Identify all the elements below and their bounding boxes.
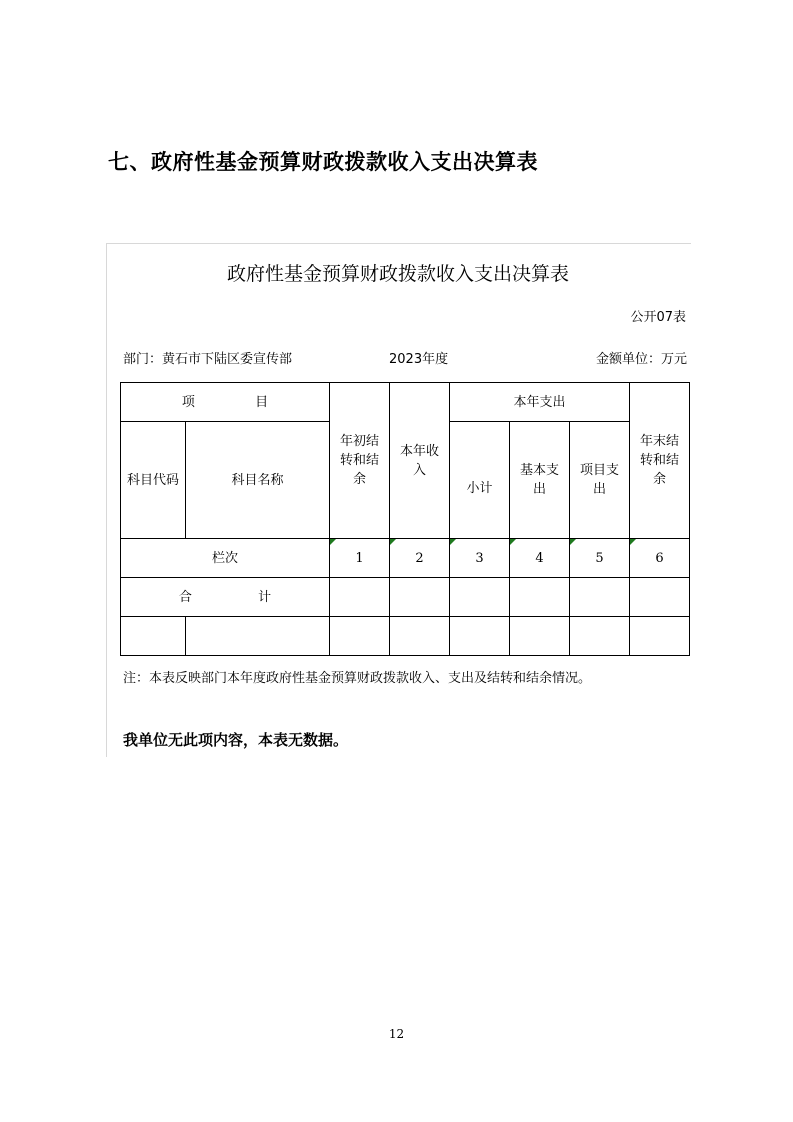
header-opening-balance-line-1: 年初结 bbox=[339, 434, 379, 449]
section-heading: 七、政府性基金预算财政拨款收入支出决算表 bbox=[108, 150, 538, 174]
table-code: 公开07表 bbox=[630, 310, 686, 325]
total-label-b: 计 bbox=[258, 589, 272, 605]
header-opening-balance-line-3: 余 bbox=[352, 472, 366, 487]
no-data-statement: 我单位无此项内容，本表无数据。 bbox=[123, 731, 349, 749]
header-opening-balance bbox=[330, 383, 390, 539]
department-label: 部门：黄石市下陆区委宣传部 bbox=[123, 352, 293, 367]
header-closing-balance bbox=[630, 383, 690, 539]
total-cell-6 bbox=[630, 578, 690, 617]
total-label-a: 合 bbox=[178, 589, 192, 605]
header-row-1 bbox=[121, 383, 690, 422]
header-subject-name: 科目名称 bbox=[186, 422, 330, 539]
column-number-row bbox=[121, 539, 690, 578]
header-item-b: 目 bbox=[255, 394, 269, 410]
column-number-3: 3 bbox=[450, 539, 510, 578]
header-opening-balance-line-2: 转和结 bbox=[339, 453, 379, 468]
header-item-a: 项 bbox=[181, 394, 195, 410]
empty-cell-5 bbox=[570, 617, 630, 656]
empty-row bbox=[121, 617, 690, 656]
header-current-income-line-1: 本年收 bbox=[399, 443, 439, 459]
total-cell-2 bbox=[390, 578, 450, 617]
header-closing-balance-line-2: 转和结 bbox=[639, 453, 679, 468]
total-cell-5 bbox=[570, 578, 630, 617]
total-label bbox=[121, 578, 330, 617]
column-number-1: 1 bbox=[330, 539, 390, 578]
unit-label: 金额单位：万元 bbox=[595, 352, 687, 367]
year-label: 2023年度 bbox=[389, 352, 449, 367]
empty-cell-1 bbox=[330, 617, 390, 656]
header-closing-balance-line-3: 余 bbox=[652, 472, 666, 487]
header-basic-expenditure bbox=[510, 422, 570, 539]
column-number-5: 5 bbox=[570, 539, 630, 578]
empty-name-cell bbox=[186, 617, 330, 656]
empty-cell-6 bbox=[630, 617, 690, 656]
header-subtotal: 小计 bbox=[450, 422, 510, 539]
empty-code-cell bbox=[121, 617, 186, 656]
header-closing-balance-line-1: 年末结 bbox=[639, 434, 679, 449]
header-basic-expenditure-line-1: 基本支 bbox=[519, 463, 559, 478]
column-number-label: 栏次 bbox=[121, 539, 330, 578]
total-cell-1 bbox=[330, 578, 390, 617]
total-cell-4 bbox=[510, 578, 570, 617]
empty-cell-2 bbox=[390, 617, 450, 656]
column-number-4: 4 bbox=[510, 539, 570, 578]
header-current-income-line-2: 入 bbox=[412, 462, 426, 478]
header-project-expenditure-line-2: 出 bbox=[592, 482, 606, 497]
table-note: 注：本表反映部门本年度政府性基金预算财政拨款收入、支出及结转和结余情况。 bbox=[123, 671, 592, 686]
header-basic-expenditure-line-2: 出 bbox=[532, 482, 546, 497]
total-cell-3 bbox=[450, 578, 510, 617]
column-number-6: 6 bbox=[630, 539, 690, 578]
table-title: 政府性基金预算财政拨款收入支出决算表 bbox=[226, 263, 569, 285]
page-number: 12 bbox=[388, 1027, 405, 1041]
empty-cell-3 bbox=[450, 617, 510, 656]
header-current-expenditure: 本年支出 bbox=[450, 383, 630, 422]
column-number-2: 2 bbox=[390, 539, 450, 578]
header-project-expenditure-line-1: 项目支 bbox=[579, 463, 619, 478]
header-project-expenditure bbox=[570, 422, 630, 539]
header-current-income bbox=[390, 383, 450, 539]
header-subject-code: 科目代码 bbox=[121, 422, 186, 539]
budget-table bbox=[120, 382, 690, 656]
total-row bbox=[121, 578, 690, 617]
empty-cell-4 bbox=[510, 617, 570, 656]
header-item bbox=[121, 383, 330, 422]
